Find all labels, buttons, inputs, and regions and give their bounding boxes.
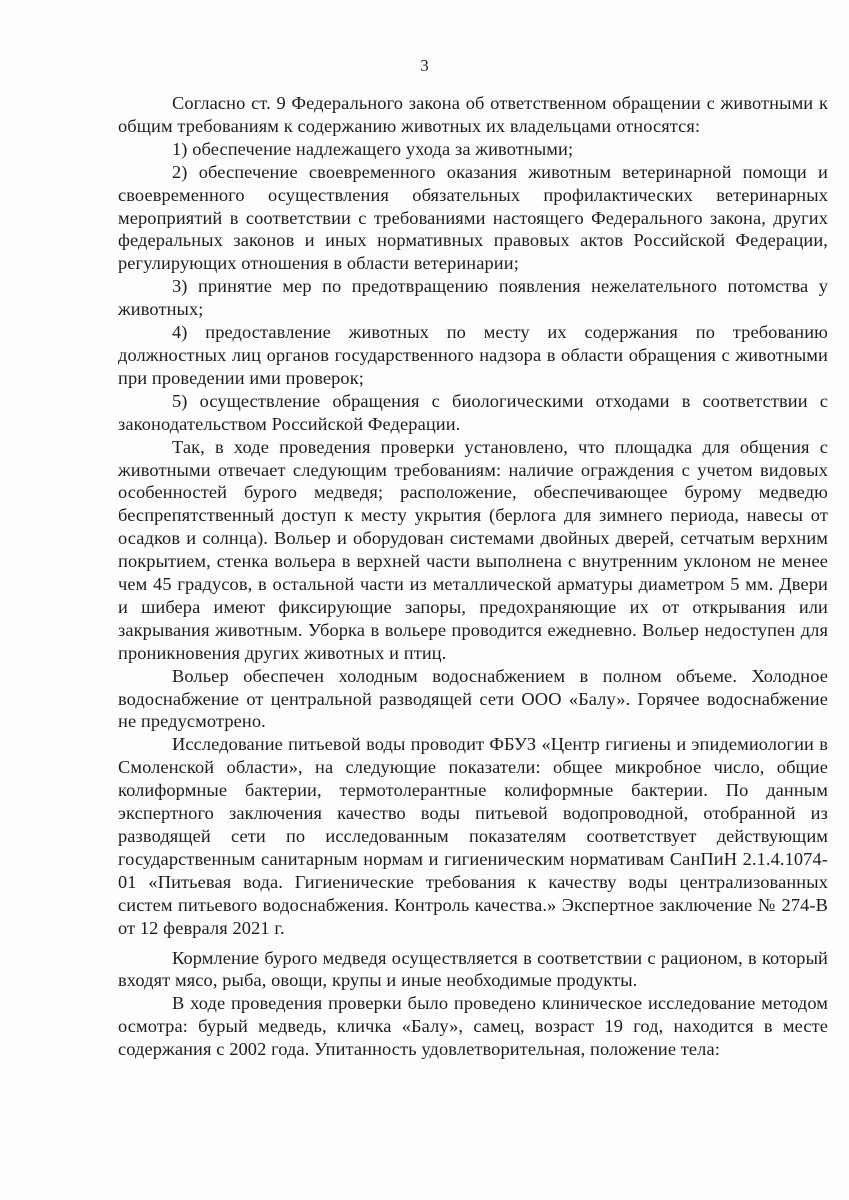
- list-item-1: 1) обеспечение надлежащего ухода за животными;: [172, 138, 574, 159]
- page-number: 3: [420, 56, 429, 75]
- list-item-2: 2) обеспечение своевременного оказания животным ветеринарной помощи и своевременного осуществления обязательных профилактических ветеринарных мероприятий в соответствии с требованиями настоящего Федерального закона, других федеральных законов и иных нормативных правовых актов Российской Федерации, регулирующих отношения в области ветеринарии;: [118, 161, 828, 274]
- list-item-3: 3) принятие мер по предотвращению появления нежелательного потомства у животных;: [118, 276, 828, 320]
- document-body: [118, 92, 828, 1061]
- paragraph-water-testing: Исследование питьевой воды проводит ФБУЗ «Центр гигиены и эпидемиологии в Смоленской области», на следующие показатели: общее микробное число, общие колиформные бактерии, термотолерантные колиформные бактерии. По данным экспертного заключения качество воды питьевой водопроводной, отобранной из разводящей сети по исследованным показателям соответствует действующим государственным санитарным нормам и гигиеническим нормативам СанПиН 2.1.4.1074-01 «Питьевая вода. Гигиенические требования к качеству воды централизованных систем питьевого водоснабжения. Контроль качества.» Экспертное заключение № 274-В от 12 февраля 2021 г.: [118, 734, 828, 938]
- paragraph-water-supply: Вольер обеспечен холодным водоснабжением в полном объеме. Холодное водоснабжение от центральной разводящей сети ООО «Балу». Горячее водоснабжение не предусмотрено.: [118, 665, 828, 732]
- list-item-5: 5) осуществление обращения с биологическими отходами в соответствии с законодательством Российской Федерации.: [118, 390, 828, 434]
- paragraph-inspection: Так, в ходе проведения проверки установлено, что площадка для общения с животными отвечает следующим требованиям: наличие ограждения с учетом видовых особенностей бурого медведя; расположение, обеспечивающее бурому медведю беспрепятственный доступ к месту укрытия (берлога для зимнего периода, навесы от осадков и солнца). Вольер и оборудован системами двойных дверей, сетчатым верхним покрытием, стенка вольера в верхней части выполнена с внутренним уклоном не менее чем 45 градусов, в остальной части из металлической арматуры диаметром 5 мм. Двери и шибера имеют фиксирующие запоры, предохраняющие их от открывания или закрывания животным. Уборка в вольере проводится ежедневно. Вольер недоступен для проникновения других животных и птиц.: [118, 436, 828, 663]
- list-item-4: 4) предоставление животных по месту их содержания по требованию должностных лиц органов государственного надзора в области обращения с животными при проведении ими проверок;: [118, 322, 828, 388]
- paragraph-feeding: Кормление бурого медведя осуществляется в соответствии с рационом, в который входят мясо, рыба, овощи, крупы и иные необходимые продукты.: [118, 947, 828, 991]
- paragraph-clinical-exam: В ходе проведения проверки было проведено клиническое исследование методом осмотра: бурый медведь, кличка «Балу», самец, возраст 19 год, находится в месте содержания с 2002 года. Упитанность удовлетворительная, положение тела:: [118, 993, 828, 1060]
- paragraph-intro: Согласно ст. 9 Федерального закона об ответственном обращении с животными к общим требованиям к содержанию животных их владельцами относятся:: [118, 93, 828, 136]
